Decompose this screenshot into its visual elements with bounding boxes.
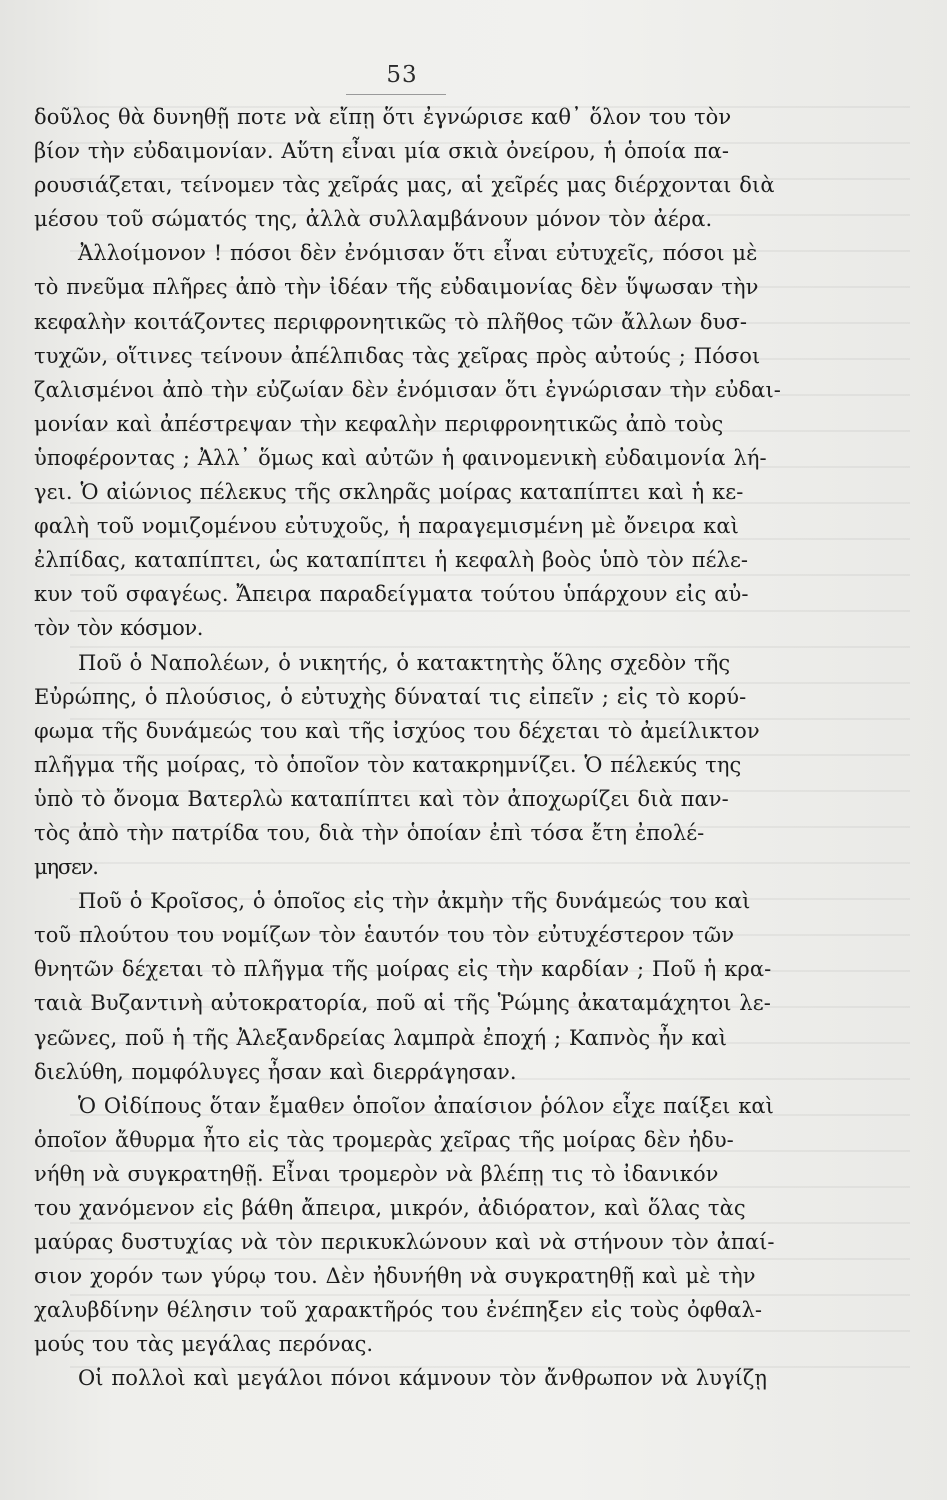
text-line: πλῆγμα τῆς μοίρας, τὸ ὁποῖον τὸν κατακρημνίζει. Ὁ πέλεκύς της (34, 752, 742, 777)
text-line: ὑπὸ τὸ ὄνομα Βατερλὼ καταπίπτει καὶ τὸν ἀποχωρίζει διὰ παν- (34, 786, 729, 811)
text-line: Ποῦ ὁ Ναπολέων, ὁ νικητής, ὁ κατακτητὴς ὅλης σχεδὸν τῆς (78, 650, 731, 675)
text-line: τὸς ἀπὸ τὴν πατρίδα του, διὰ τὴν ὁποίαν ἐπὶ τόσα ἔτη ἐπολέ- (34, 820, 705, 845)
text-line: θνητῶν δέχεται τὸ πλῆγμα τῆς μοίρας εἰς τὴν καρδίαν ; Ποῦ ἡ κρα- (34, 957, 772, 982)
text-line: γει. Ὁ αἰώνιος πέλεκυς τῆς σκληρᾶς μοίρας καταπίπτει καὶ ἡ κε- (34, 480, 744, 505)
text-line: φαλὴ τοῦ νομιζομένου εὐτυχοῦς, ἡ παραγεμισμένη μὲ ὄνειρα καὶ (34, 514, 739, 539)
text-line: Ὁ Οἰδίπους ὅταν ἔμαθεν ὁποῖον ἀπαίσιον ῥόλον εἶχε παίξει καὶ (78, 1093, 774, 1118)
text-line: ὁποῖον ἄθυρμα ἦτο εἰς τὰς τρομερὰς χεῖρας τῆς μοίρας δὲν ἠδυ- (34, 1127, 734, 1152)
text-line: μούς του τὰς μεγάλας περόνας. (34, 1332, 373, 1357)
text-line: Οἱ πολλοὶ καὶ μεγάλοι πόνοι κάμνουν τὸν ἄνθρωπον νὰ λυγίζῃ (78, 1366, 768, 1391)
text-line: κεφαλὴν κοιτάζοντες περιφρονητικῶς τὸ πλῆθος τῶν ἄλλων δυσ- (34, 309, 748, 334)
text-line: γεῶνες, ποῦ ἡ τῆς Ἀλεξανδρείας λαμπρὰ ἐποχή ; Καπνὸς ἦν καὶ (34, 1025, 728, 1050)
page-number: 53 (386, 62, 418, 88)
text-line: φωμα τῆς δυνάμεώς του καὶ τῆς ἰσχύος του δέχεται τὸ ἀμείλικτον (34, 718, 760, 743)
text-line: τὸν τὸν κόσμον. (34, 616, 203, 641)
text-line: κυν τοῦ σφαγέως. Ἄπειρα παραδείγματα τούτου ὑπάρχουν εἰς αὐ- (34, 582, 749, 607)
text-line: ταιὰ Βυζαντινὴ αὐτοκρατορία, ποῦ αἱ τῆς Ῥώμης ἀκαταμάχητοι λε- (34, 991, 771, 1016)
text-line: ρουσιάζεται, τείνομεν τὰς χεῖράς μας, αἱ χεῖρές μας διέρχονται διὰ (34, 173, 775, 198)
text-line: σιον χορόν των γύρῳ του. Δὲν ἠδυνήθη νὰ συγκρατηθῇ καὶ μὲ τὴν (34, 1264, 756, 1289)
text-line: τυχῶν, οἵτινες τείνουν ἀπέλπιδας τὰς χεῖρας πρὸς αὐτούς ; Πόσοι (34, 343, 761, 368)
text-line: Ἀλλοίμονον ! πόσοι δὲν ἐνόμισαν ὅτι εἶναι εὐτυχεῖς, πόσοι μὲ (78, 241, 758, 266)
text-line: ζαλισμένοι ἀπὸ τὴν εὐζωίαν δὲν ἐνόμισαν ὅτι ἐγνώρισαν τὴν εὐδαι- (34, 377, 781, 402)
text-line: χαλυβδίνην θέλησιν τοῦ χαρακτῆρός του ἐνέπηξεν εἰς τοὺς ὀφθαλ- (34, 1298, 763, 1323)
text-line: μησεν. (34, 855, 98, 880)
text-line: μονίαν καὶ ἀπέστρεψαν τὴν κεφαλὴν περιφρονητικῶς ἀπὸ τοὺς (34, 411, 724, 436)
text-line: τὸ πνεῦμα πλῆρες ἀπὸ τὴν ἰδέαν τῆς εὐδαιμονίας δὲν ὕψωσαν τὴν (34, 275, 759, 300)
header-rule (346, 94, 446, 95)
text-line: ἐλπίδας, καταπίπτει, ὡς καταπίπτει ἡ κεφαλὴ βοὸς ὑπὸ τὸν πέλε- (34, 548, 749, 573)
text-line: του χανόμενον εἰς βάθη ἄπειρα, μικρόν, ἀδιόρατον, καὶ ὅλας τὰς (34, 1196, 746, 1220)
text-line: Εὐρώπης, ὁ πλούσιος, ὁ εὐτυχὴς δύναταί τις εἰπεῖν ; εἰς τὸ κορύ- (34, 684, 747, 709)
text-line: δοῦλος θὰ δυνηθῇ ποτε νὰ εἴπῃ ὅτι ἐγνώρισε καθ᾽ ὅλον του τὸν (34, 105, 732, 129)
text-line: βίον τὴν εὐδαιμονίαν. Αὕτη εἶναι μία σκιὰ ὀνείρου, ἡ ὁποία πα- (34, 139, 730, 164)
text-line: διελύθη, πομφόλυγες ἦσαν καὶ διερράγησαν. (34, 1059, 517, 1084)
text-line: μέσου τοῦ σώματός της, ἀλλὰ συλλαμβάνουν μόνον τὸν ἀέρα. (34, 207, 713, 232)
text-line: Ποῦ ὁ Κροῖσος, ὁ ὁποῖος εἰς τὴν ἀκμὴν τῆς δυνάμεώς του καὶ (78, 889, 751, 914)
body-text (34, 100, 814, 1396)
text-line: ὑποφέροντας ; Ἀλλ᾽ ὅμως καὶ αὐτῶν ἡ φαινομενικὴ εὐδαιμονία λή- (34, 445, 767, 470)
text-line: νήθη νὰ συγκρατηθῇ. Εἶναι τρομερὸν νὰ βλέπῃ τις τὸ ἰδανικόν (34, 1161, 719, 1186)
text-line: μαύρας δυστυχίας νὰ τὸν περικυκλώνουν καὶ νὰ στήνουν τὸν ἀπαί- (34, 1230, 775, 1255)
text-line: τοῦ πλούτου του νομίζων τὸν ἑαυτόν του τὸν εὐτυχέστερον τῶν (34, 923, 735, 948)
